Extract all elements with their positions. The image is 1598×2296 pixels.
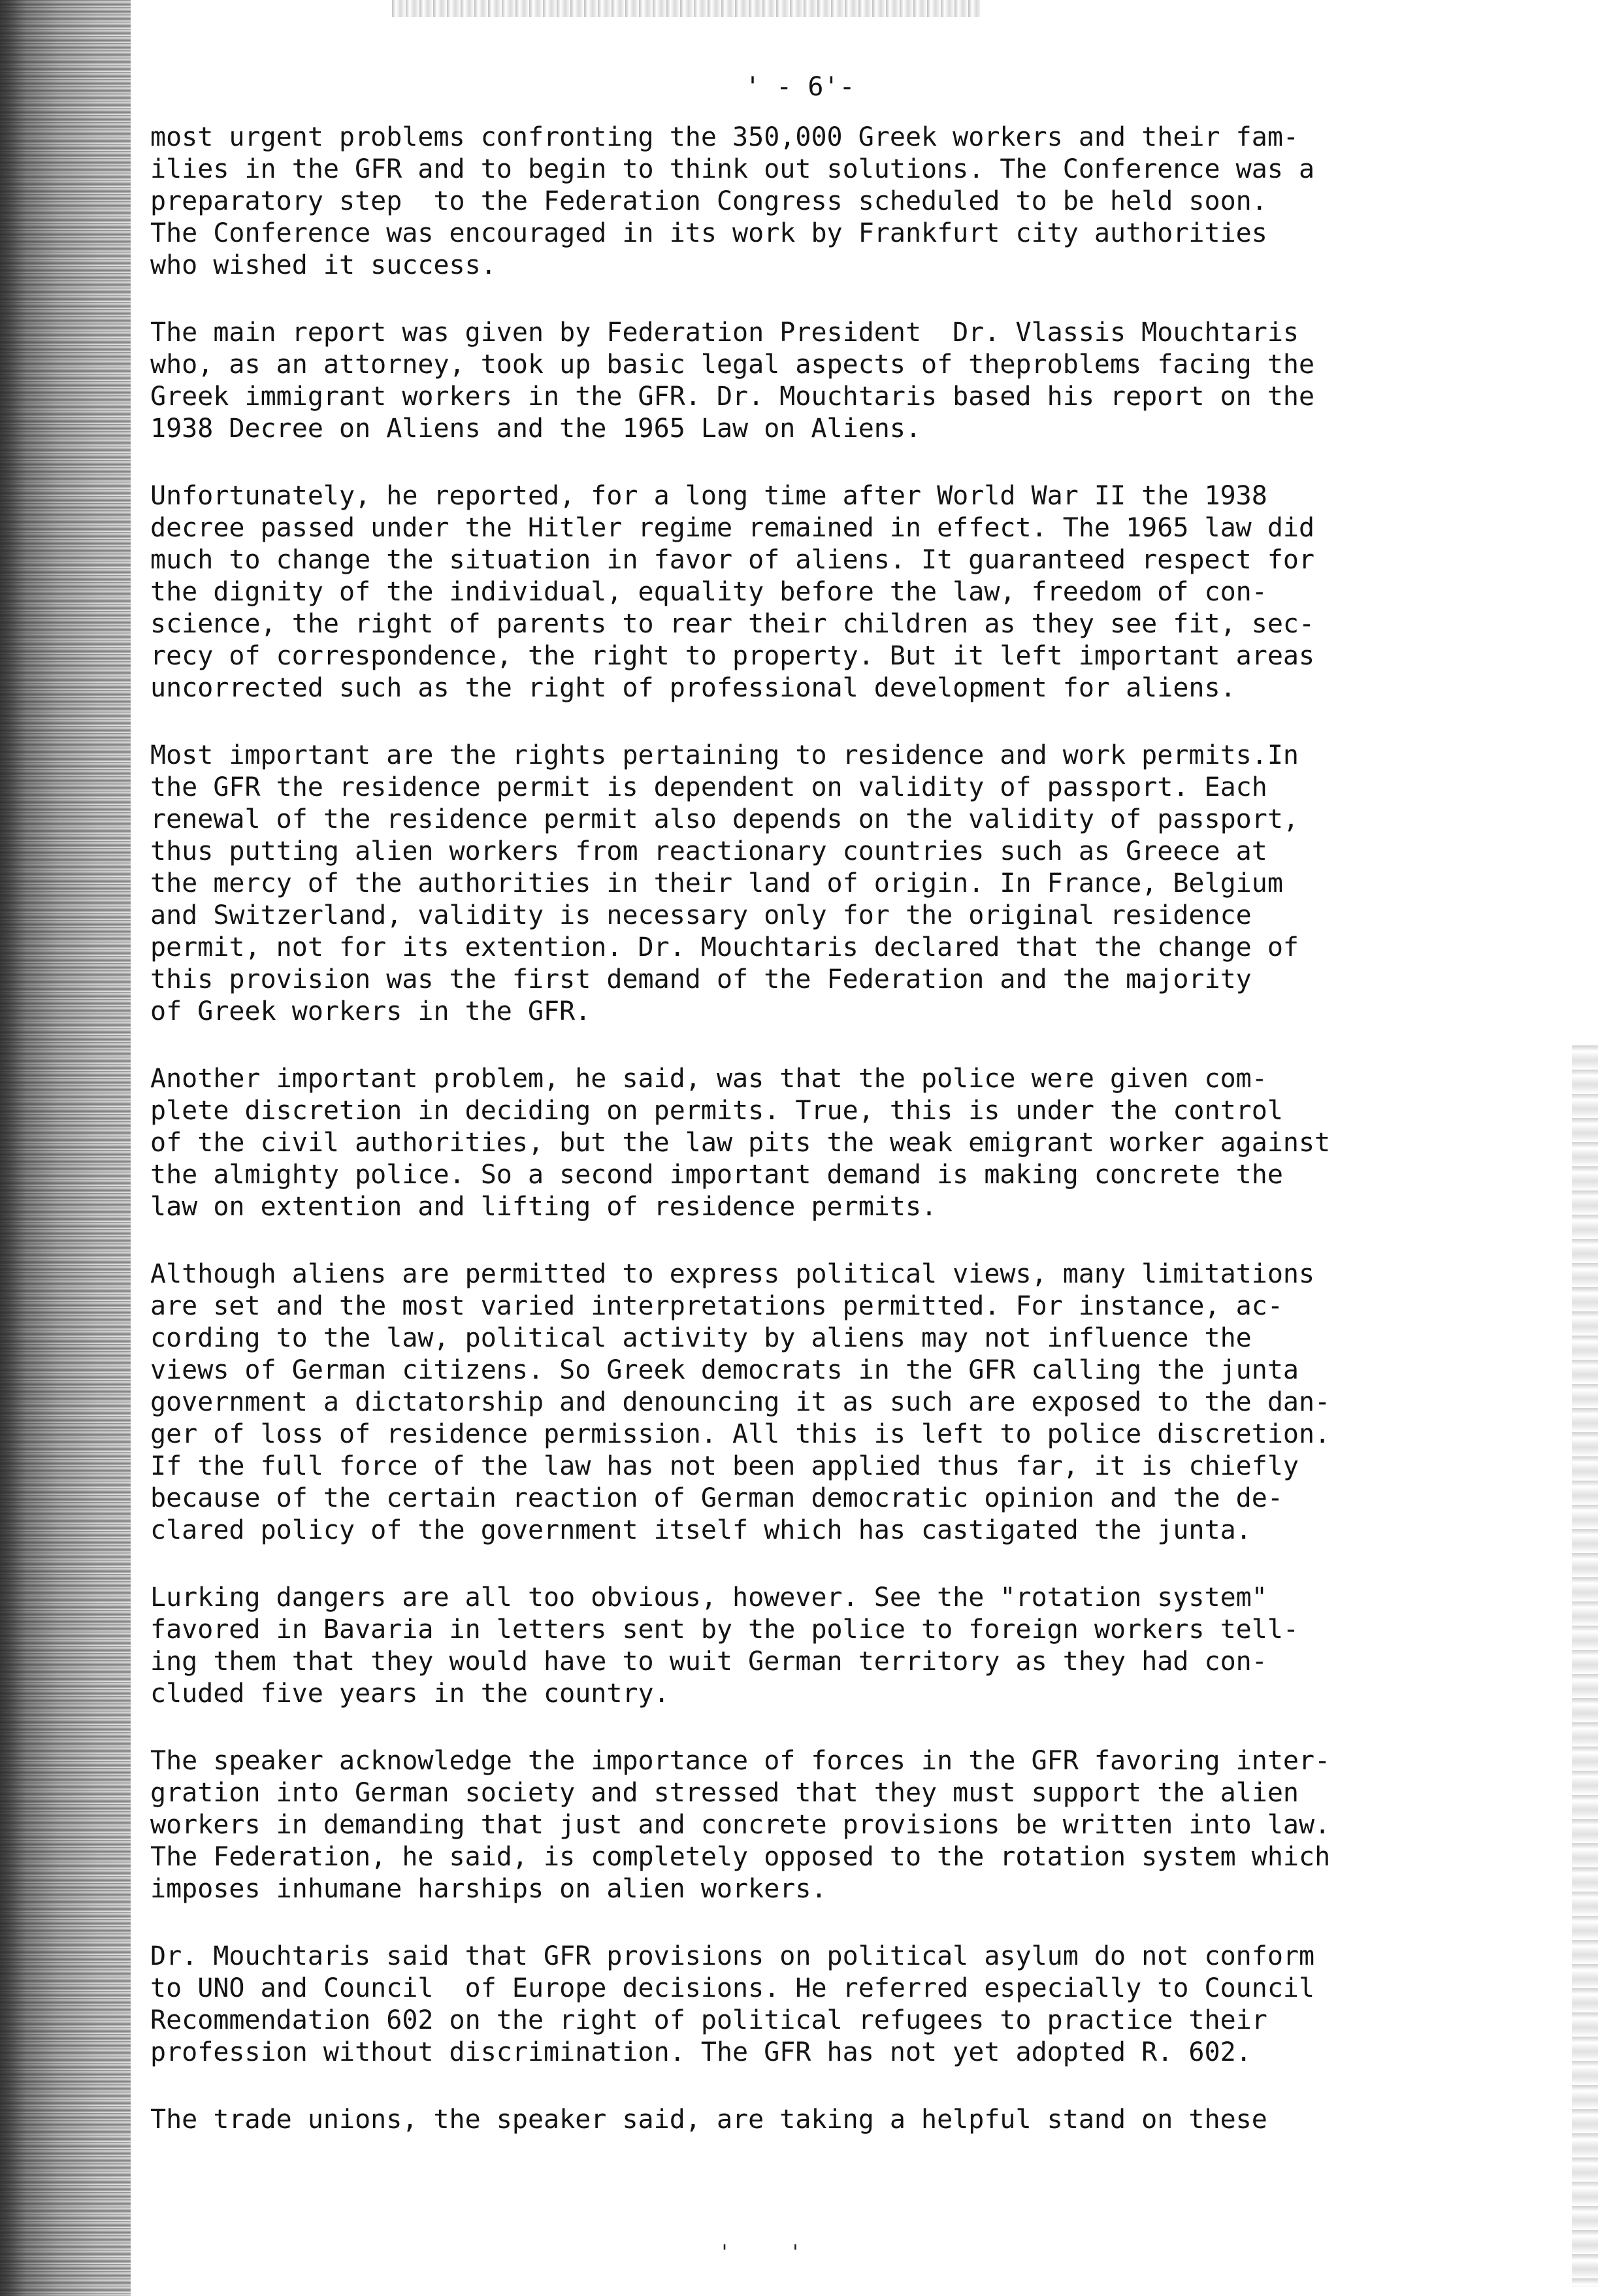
- text-line: to UNO and Council of Europe decisions. He referred especially to Council: [150, 1973, 1315, 2003]
- text-line: Most important are the rights pertaining to residence and work permits.In: [150, 740, 1299, 770]
- paragraph: [150, 317, 1503, 445]
- text-line: The trade unions, the speaker said, are taking a helpful stand on these: [150, 2105, 1267, 2135]
- text-line: profession without discrimination. The GFR has not yet adopted R. 602.: [150, 2037, 1252, 2067]
- text-line: and Switzerland, validity is necessary only for the original residence: [150, 900, 1252, 930]
- footer-marks: ' ': [719, 2241, 802, 2264]
- text-line: who wished it success.: [150, 250, 497, 280]
- paragraph: [150, 2104, 1503, 2136]
- text-line: of Greek workers in the GFR.: [150, 996, 591, 1026]
- text-line: law on extention and lifting of residence permits.: [150, 1192, 938, 1222]
- text-line: decree passed under the Hitler regime remained in effect. The 1965 law did: [150, 513, 1315, 543]
- text-line: 1938 Decree on Aliens and the 1965 Law on Aliens.: [150, 414, 922, 444]
- paragraph: [150, 480, 1503, 704]
- text-line: of the civil authorities, but the law pits the weak emigrant worker against: [150, 1128, 1331, 1158]
- text-line: clared policy of the government itself which has castigated the junta.: [150, 1515, 1252, 1545]
- text-line: science, the right of parents to rear their children as they see fit, sec-: [150, 609, 1315, 639]
- text-line: uncorrected such as the right of professional development for aliens.: [150, 673, 1236, 703]
- paragraph: [150, 122, 1503, 282]
- text-line: The Federation, he said, is completely opposed to the rotation system which: [150, 1842, 1331, 1872]
- scan-binding-edge: [0, 0, 131, 2296]
- paragraph: [150, 1063, 1503, 1223]
- text-line: Although aliens are permitted to express political views, many limitations: [150, 1259, 1315, 1289]
- text-line: workers in demanding that just and concrete provisions be written into law.: [150, 1810, 1331, 1840]
- text-line: Unfortunately, he reported, for a long time after World War II the 1938: [150, 481, 1267, 511]
- text-line: ilies in the GFR and to begin to think out solutions. The Conference was a: [150, 154, 1315, 184]
- text-line: imposes inhumane harships on alien workers.: [150, 1874, 827, 1904]
- text-line: Recommendation 602 on the right of political refugees to practice their: [150, 2005, 1267, 2035]
- text-line: are set and the most varied interpretations permitted. For instance, ac-: [150, 1291, 1283, 1321]
- text-line: much to change the situation in favor of aliens. It guaranteed respect for: [150, 545, 1315, 575]
- text-line: the dignity of the individual, equality before the law, freedom of con-: [150, 577, 1267, 607]
- typed-page-body: [150, 122, 1503, 2171]
- page-number: ' - 6'-: [745, 72, 855, 102]
- text-line: Another important problem, he said, was that the police were given com-: [150, 1064, 1267, 1094]
- text-line: this provision was the first demand of the Federation and the majority: [150, 964, 1252, 994]
- text-line: the mercy of the authorities in their land of origin. In France, Belgium: [150, 868, 1283, 898]
- text-line: preparatory step to the Federation Congress scheduled to be held soon.: [150, 186, 1267, 216]
- text-line: cluded five years in the country.: [150, 1679, 670, 1709]
- text-line: ger of loss of residence permission. All this is left to police discretion.: [150, 1419, 1331, 1449]
- scan-right-noise: [1572, 1045, 1598, 2287]
- text-line: recy of correspondence, the right to property. But it left important areas: [150, 641, 1315, 671]
- text-line: thus putting alien workers from reactionary countries such as Greece at: [150, 836, 1267, 866]
- text-line: the almighty police. So a second important demand is making concrete the: [150, 1160, 1283, 1190]
- text-line: the GFR the residence permit is dependent on validity of passport. Each: [150, 772, 1267, 802]
- paragraph: [150, 1582, 1503, 1710]
- text-line: renewal of the residence permit also depends on the validity of passport,: [150, 804, 1299, 834]
- text-line: The speaker acknowledge the importance of forces in the GFR favoring inter-: [150, 1746, 1331, 1776]
- text-line: government a dictatorship and denouncing it as such are exposed to the dan-: [150, 1387, 1331, 1417]
- text-line: Dr. Mouchtaris said that GFR provisions on political asylum do not conform: [150, 1941, 1315, 1971]
- text-line: cording to the law, political activity by aliens may not influence the: [150, 1323, 1252, 1353]
- text-line: most urgent problems confronting the 350,000 Greek workers and their fam-: [150, 122, 1299, 152]
- text-line: Greek immigrant workers in the GFR. Dr. Mouchtaris based his report on the: [150, 382, 1315, 412]
- paragraph: [150, 1745, 1503, 1905]
- text-line: because of the certain reaction of German democratic opinion and the de-: [150, 1483, 1283, 1513]
- paragraph: [150, 1258, 1503, 1547]
- text-line: The main report was given by Federation President Dr. Vlassis Mouchtaris: [150, 318, 1299, 348]
- text-line: who, as an attorney, took up basic legal aspects of theproblems facing the: [150, 350, 1315, 380]
- text-line: gration into German society and stressed that they must support the alien: [150, 1778, 1299, 1808]
- text-line: If the full force of the law has not been applied thus far, it is chiefly: [150, 1451, 1299, 1481]
- text-line: Lurking dangers are all too obvious, however. See the "rotation system": [150, 1583, 1267, 1613]
- text-line: favored in Bavaria in letters sent by the police to foreign workers tell-: [150, 1615, 1299, 1645]
- paragraph: [150, 740, 1503, 1028]
- text-line: views of German citizens. So Greek democrats in the GFR calling the junta: [150, 1355, 1299, 1385]
- text-line: plete discretion in deciding on permits. True, this is under the control: [150, 1096, 1283, 1126]
- paragraph: [150, 1941, 1503, 2069]
- scan-top-noise: [392, 0, 980, 17]
- text-line: permit, not for its extention. Dr. Mouchtaris declared that the change of: [150, 932, 1299, 962]
- text-line: The Conference was encouraged in its work by Frankfurt city authorities: [150, 218, 1267, 248]
- text-line: ing them that they would have to wuit German territory as they had con-: [150, 1647, 1267, 1677]
